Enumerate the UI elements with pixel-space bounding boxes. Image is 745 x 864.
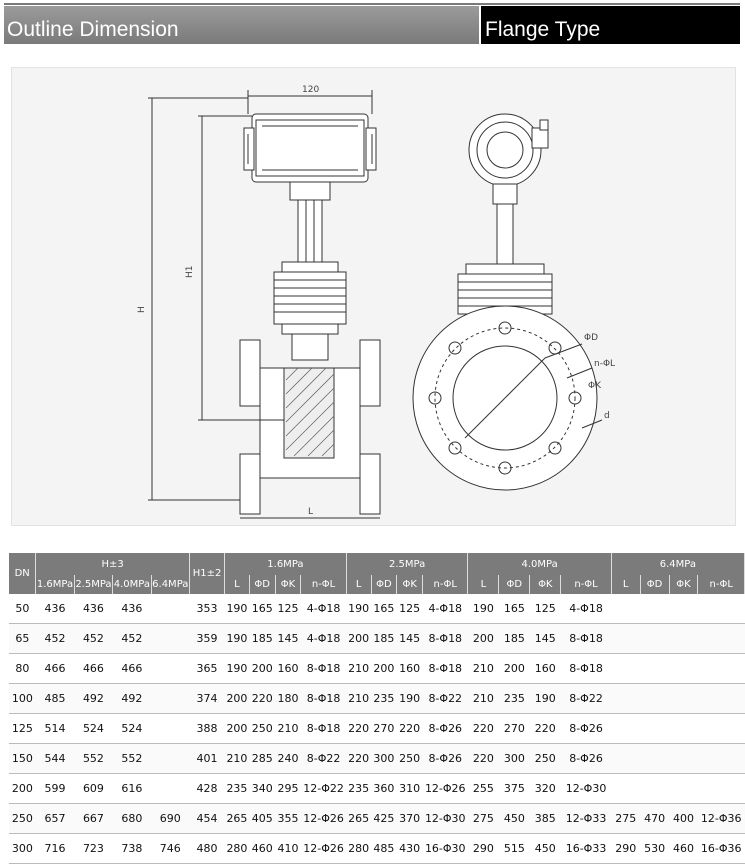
- col-sub: ΦD: [249, 575, 275, 594]
- table-cell: [640, 654, 669, 684]
- table-cell: 410: [275, 834, 301, 864]
- col-sub: L: [346, 575, 371, 594]
- table-cell: 250: [249, 714, 275, 744]
- h-label: H: [137, 306, 147, 313]
- side-housing: [469, 114, 541, 186]
- col-sub: ΦD: [640, 575, 669, 594]
- table-cell: [611, 774, 640, 804]
- table-cell: 160: [397, 654, 423, 684]
- table-cell: 190: [468, 594, 499, 624]
- table-cell: [611, 594, 640, 624]
- table-cell: [669, 714, 698, 744]
- table-cell: 436: [113, 594, 151, 624]
- table-cell: 255: [468, 774, 499, 804]
- table-cell: 680: [113, 804, 151, 834]
- outline-dimension-title: Outline Dimension: [7, 18, 179, 41]
- table-cell: [611, 624, 640, 654]
- table-cell: 310: [397, 774, 423, 804]
- col-sub: L: [611, 575, 640, 594]
- table-cell: 280: [225, 834, 250, 864]
- table-cell: 80: [9, 654, 36, 684]
- table-cell: [640, 684, 669, 714]
- table-cell: 300: [499, 744, 530, 774]
- table-cell: 466: [113, 654, 151, 684]
- col-sub: ΦK: [275, 575, 301, 594]
- table-cell: [698, 684, 745, 714]
- table-cell: 200: [225, 714, 250, 744]
- table-cell: 250: [530, 744, 561, 774]
- table-cell: 16-Φ33: [561, 834, 612, 864]
- table-cell: [151, 744, 189, 774]
- outline-dimension-banner: [4, 6, 479, 44]
- table-cell: 145: [530, 624, 561, 654]
- col-h1: H1±2: [190, 553, 225, 594]
- table-cell: 290: [611, 834, 640, 864]
- table-cell: [151, 654, 189, 684]
- table-cell: 8-Φ18: [423, 624, 468, 654]
- table-cell: 4-Φ18: [561, 594, 612, 624]
- table-cell: 370: [397, 804, 423, 834]
- table-cell: 8-Φ26: [561, 714, 612, 744]
- table-cell: 280: [346, 834, 371, 864]
- col-sub: L: [468, 575, 499, 594]
- table-cell: 466: [74, 654, 112, 684]
- table-cell: 452: [36, 624, 74, 654]
- table-cell: 210: [468, 684, 499, 714]
- table-cell: 8-Φ22: [423, 684, 468, 714]
- table-cell: 190: [225, 624, 250, 654]
- table-cell: 160: [530, 654, 561, 684]
- table-cell: 190: [225, 654, 250, 684]
- table-cell: [151, 774, 189, 804]
- table-row: [9, 804, 745, 834]
- table-cell: [669, 684, 698, 714]
- table-cell: 8-Φ26: [423, 714, 468, 744]
- table-cell: 425: [371, 804, 397, 834]
- table-cell: 746: [151, 834, 189, 864]
- table-cell: 353: [190, 594, 225, 624]
- table-cell: 190: [530, 684, 561, 714]
- table-cell: 290: [468, 834, 499, 864]
- table-cell: 524: [74, 714, 112, 744]
- table-cell: 50: [9, 594, 36, 624]
- table-cell: 544: [36, 744, 74, 774]
- col-sub: ΦD: [371, 575, 397, 594]
- table-cell: 480: [190, 834, 225, 864]
- col-dn: DN: [9, 553, 36, 594]
- table-cell: 667: [74, 804, 112, 834]
- table-cell: 466: [36, 654, 74, 684]
- table-cell: 220: [530, 714, 561, 744]
- col-h-sub: 1.6MPa: [36, 575, 74, 594]
- table-cell: 200: [468, 624, 499, 654]
- col-h-sub: 6.4MPa: [151, 575, 189, 594]
- col-pressure: 1.6MPa: [225, 553, 347, 575]
- table-cell: 220: [468, 744, 499, 774]
- section-header: [0, 0, 745, 46]
- flange-type-banner: [481, 6, 740, 44]
- table-cell: 530: [640, 834, 669, 864]
- table-cell: 515: [499, 834, 530, 864]
- table-cell: [698, 594, 745, 624]
- table-cell: 185: [499, 624, 530, 654]
- transmitter-housing: [252, 114, 368, 182]
- table-cell: 450: [499, 804, 530, 834]
- table-row: [9, 744, 745, 774]
- table-cell: 185: [249, 624, 275, 654]
- table-cell: [698, 654, 745, 684]
- table-cell: 657: [36, 804, 74, 834]
- table-cell: 454: [190, 804, 225, 834]
- table-cell: 220: [397, 714, 423, 744]
- table-cell: 616: [113, 774, 151, 804]
- table-cell: [151, 594, 189, 624]
- table-row: [9, 714, 745, 744]
- table-cell: [669, 654, 698, 684]
- table-cell: 200: [371, 654, 397, 684]
- table-cell: 452: [113, 624, 151, 654]
- table-cell: 220: [468, 714, 499, 744]
- table-cell: 388: [190, 714, 225, 744]
- table-cell: 125: [397, 594, 423, 624]
- table-cell: [640, 714, 669, 744]
- table-cell: 4-Φ18: [301, 624, 346, 654]
- table-cell: 200: [9, 774, 36, 804]
- table-cell: 210: [468, 654, 499, 684]
- table-cell: [611, 714, 640, 744]
- table-cell: 200: [346, 624, 371, 654]
- table-cell: 185: [371, 624, 397, 654]
- col-pressure: 2.5MPa: [346, 553, 468, 575]
- table-cell: 436: [36, 594, 74, 624]
- table-cell: 4-Φ18: [423, 594, 468, 624]
- col-pressure: 4.0MPa: [468, 553, 611, 575]
- table-cell: 8-Φ26: [423, 744, 468, 774]
- d-label: d: [604, 411, 610, 421]
- table-cell: 8-Φ18: [423, 654, 468, 684]
- table-cell: 405: [249, 804, 275, 834]
- table-cell: [669, 744, 698, 774]
- table-cell: [698, 714, 745, 744]
- table-cell: 460: [669, 834, 698, 864]
- table-cell: 690: [151, 804, 189, 834]
- table-cell: 180: [275, 684, 301, 714]
- col-sub: n-ΦL: [561, 575, 612, 594]
- table-cell: 401: [190, 744, 225, 774]
- col-sub: ΦK: [530, 575, 561, 594]
- table-cell: 210: [225, 744, 250, 774]
- col-sub: ΦK: [397, 575, 423, 594]
- table-cell: 436: [74, 594, 112, 624]
- table-row: [9, 774, 745, 804]
- table-row: [9, 594, 745, 624]
- table-cell: 514: [36, 714, 74, 744]
- table-row: [9, 624, 745, 654]
- phi-k-label: ΦK: [588, 381, 601, 391]
- table-cell: 235: [371, 684, 397, 714]
- table-cell: [151, 714, 189, 744]
- table-cell: 4-Φ18: [301, 594, 346, 624]
- table-cell: 235: [346, 774, 371, 804]
- table-cell: [669, 774, 698, 804]
- table-cell: 210: [346, 684, 371, 714]
- table-cell: 200: [249, 654, 275, 684]
- table-cell: 100: [9, 684, 36, 714]
- table-cell: 452: [74, 624, 112, 654]
- table-cell: 552: [113, 744, 151, 774]
- table-cell: 295: [275, 774, 301, 804]
- table-cell: 428: [190, 774, 225, 804]
- table-cell: 300: [371, 744, 397, 774]
- table-cell: 12-Φ33: [561, 804, 612, 834]
- table-cell: 150: [9, 744, 36, 774]
- technical-drawing: [11, 67, 736, 526]
- table-cell: 400: [669, 804, 698, 834]
- col-sub: ΦK: [669, 575, 698, 594]
- table-cell: 8-Φ18: [301, 654, 346, 684]
- table-cell: 450: [530, 834, 561, 864]
- table-cell: 16-Φ30: [423, 834, 468, 864]
- table-cell: 200: [499, 654, 530, 684]
- table-cell: [640, 774, 669, 804]
- table-cell: 359: [190, 624, 225, 654]
- table-cell: 12-Φ22: [301, 774, 346, 804]
- table-cell: 8-Φ18: [301, 714, 346, 744]
- table-cell: 285: [249, 744, 275, 774]
- table-cell: 160: [275, 654, 301, 684]
- table-cell: 738: [113, 834, 151, 864]
- table-cell: 300: [9, 834, 36, 864]
- table-cell: 12-Φ26: [301, 804, 346, 834]
- table-cell: 340: [249, 774, 275, 804]
- table-cell: 320: [530, 774, 561, 804]
- table-cell: 609: [74, 774, 112, 804]
- table-cell: 145: [275, 624, 301, 654]
- table-cell: 360: [371, 774, 397, 804]
- table-cell: 165: [499, 594, 530, 624]
- table-cell: 8-Φ22: [301, 744, 346, 774]
- stem: [298, 200, 322, 264]
- table-cell: 8-Φ18: [561, 624, 612, 654]
- table-cell: 125: [9, 714, 36, 744]
- dimension-table: [9, 553, 745, 864]
- col-h: H±3: [36, 553, 190, 575]
- table-cell: [151, 624, 189, 654]
- table-cell: 16-Φ36: [698, 834, 745, 864]
- table-body: [9, 594, 745, 864]
- table-cell: 365: [190, 654, 225, 684]
- table-cell: 430: [397, 834, 423, 864]
- table-cell: 485: [36, 684, 74, 714]
- table-cell: [640, 624, 669, 654]
- outline-drawing-svg: [12, 68, 735, 525]
- left-flange-top: [240, 340, 260, 406]
- table-cell: 265: [225, 804, 250, 834]
- col-sub: n-ΦL: [698, 575, 745, 594]
- l-label: L: [308, 507, 314, 517]
- table-cell: 375: [499, 774, 530, 804]
- table-row: [9, 834, 745, 864]
- table-cell: 235: [499, 684, 530, 714]
- table-cell: 460: [249, 834, 275, 864]
- table-cell: 723: [74, 834, 112, 864]
- table-cell: 8-Φ26: [561, 744, 612, 774]
- table-cell: 190: [346, 594, 371, 624]
- table-cell: 12-Φ36: [698, 804, 745, 834]
- table-cell: 355: [275, 804, 301, 834]
- table-cell: 275: [468, 804, 499, 834]
- flange-type-title: Flange Type: [485, 18, 601, 41]
- table-cell: 8-Φ18: [561, 654, 612, 684]
- table-cell: 470: [640, 804, 669, 834]
- col-sub: n-ΦL: [301, 575, 346, 594]
- col-h-sub: 2.5MPa: [74, 575, 112, 594]
- table-cell: 270: [371, 714, 397, 744]
- table-cell: 8-Φ18: [301, 684, 346, 714]
- table-cell: 145: [397, 624, 423, 654]
- n-phi-l-label: n-ΦL: [594, 359, 616, 369]
- table-cell: [640, 594, 669, 624]
- col-pressure: 6.4MPa: [611, 553, 744, 575]
- table-cell: 220: [346, 744, 371, 774]
- table-cell: 485: [371, 834, 397, 864]
- table-cell: 240: [275, 744, 301, 774]
- table-cell: [669, 594, 698, 624]
- table-cell: 492: [74, 684, 112, 714]
- width-dim-label: 120: [302, 85, 320, 95]
- table-cell: 385: [530, 804, 561, 834]
- table-cell: 125: [530, 594, 561, 624]
- table-cell: [611, 744, 640, 774]
- table-cell: 220: [249, 684, 275, 714]
- table-cell: [698, 744, 745, 774]
- table-cell: 165: [371, 594, 397, 624]
- table-cell: 12-Φ30: [561, 774, 612, 804]
- table-cell: 210: [346, 654, 371, 684]
- table-cell: [698, 624, 745, 654]
- table-cell: [669, 624, 698, 654]
- table-cell: 250: [9, 804, 36, 834]
- table-cell: 165: [249, 594, 275, 624]
- table-cell: 265: [346, 804, 371, 834]
- table-cell: 12-Φ26: [301, 834, 346, 864]
- table-cell: 190: [225, 594, 250, 624]
- table-cell: 374: [190, 684, 225, 714]
- table-cell: 65: [9, 624, 36, 654]
- table-cell: 8-Φ22: [561, 684, 612, 714]
- table-row: [9, 654, 745, 684]
- table-cell: 210: [275, 714, 301, 744]
- col-sub: n-ΦL: [423, 575, 468, 594]
- table-header-row: [9, 553, 745, 575]
- col-sub: L: [225, 575, 250, 594]
- table-cell: [611, 684, 640, 714]
- table-cell: [698, 774, 745, 804]
- table-cell: 250: [397, 744, 423, 774]
- table-cell: 599: [36, 774, 74, 804]
- table-cell: [640, 744, 669, 774]
- col-sub: ΦD: [499, 575, 530, 594]
- phi-d-label: ΦD: [584, 333, 599, 343]
- table-cell: 275: [611, 804, 640, 834]
- header-top-rule: [4, 3, 740, 5]
- h1-label: H1: [185, 265, 195, 278]
- table-cell: 716: [36, 834, 74, 864]
- table-cell: 270: [499, 714, 530, 744]
- table-cell: 200: [225, 684, 250, 714]
- table-cell: 220: [346, 714, 371, 744]
- table-cell: 524: [113, 714, 151, 744]
- col-h-sub: 4.0MPa: [113, 575, 151, 594]
- table-subheader-row: [9, 575, 745, 594]
- table-cell: 190: [397, 684, 423, 714]
- table-cell: [611, 654, 640, 684]
- table-cell: 12-Φ26: [423, 774, 468, 804]
- table-cell: 12-Φ30: [423, 804, 468, 834]
- table-cell: 235: [225, 774, 250, 804]
- table-row: [9, 684, 745, 714]
- table-cell: [151, 684, 189, 714]
- table-cell: 125: [275, 594, 301, 624]
- table-cell: 552: [74, 744, 112, 774]
- table-cell: 492: [113, 684, 151, 714]
